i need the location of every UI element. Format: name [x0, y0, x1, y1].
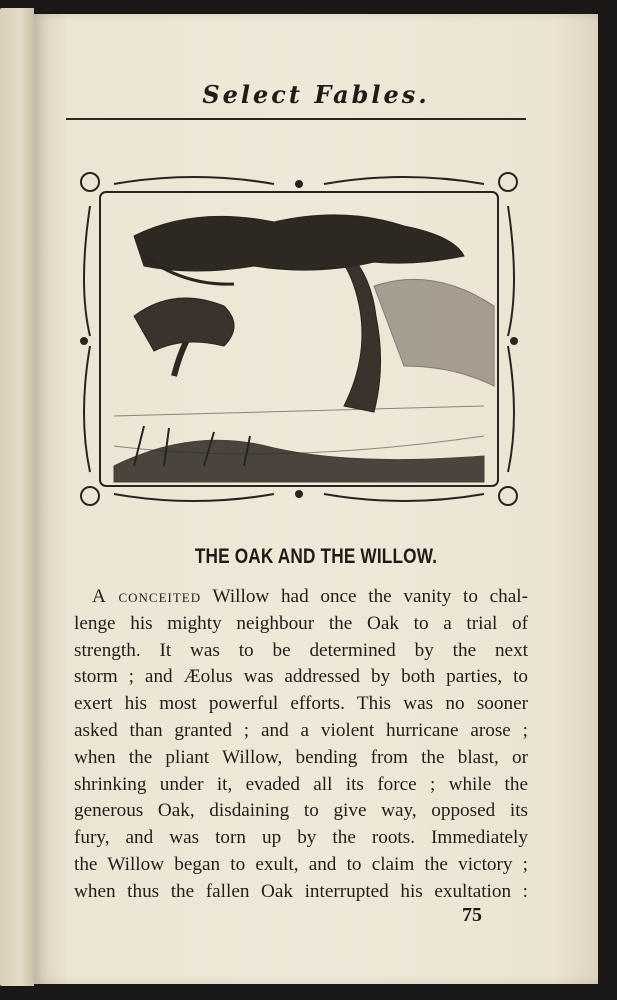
fable-body	[74, 584, 528, 906]
page-number: 75	[462, 904, 482, 926]
text-line-6: asked than granted ; and a violent hurricane arose ;	[74, 719, 528, 741]
text-line-7: when the pliant Willow, bending from the blast, or	[74, 746, 528, 768]
dropcap-words: A conceited	[92, 586, 202, 607]
text-line-2: lenge his mighty neighbour the Oak to a trial of	[74, 612, 528, 634]
corner-ornament-tr	[499, 173, 517, 191]
text-line-8: shrinking under it, evaded all its force ; while the	[74, 773, 528, 795]
corner-ornament-br	[499, 487, 517, 505]
corner-ornament-tl	[81, 173, 99, 191]
scene	[114, 215, 494, 482]
text-line-3: strength. It was to be determined by the next	[74, 639, 528, 661]
distant-hill	[374, 279, 494, 386]
oak-canopy	[134, 215, 464, 271]
text-line-4: storm ; and Æolus was addressed by both parties, to	[74, 666, 528, 688]
fable-title: THE OAK AND THE WILLOW.	[194, 545, 438, 568]
left-page-edge	[0, 8, 34, 986]
text-line-1: A conceited Willow had once the vanity to chal-	[92, 586, 528, 607]
header-rule	[66, 118, 526, 120]
text-line-12: when thus the fallen Oak interrupted his exultation :	[74, 880, 528, 902]
illustration-svg	[74, 166, 524, 512]
text-line-5: exert his most powerful efforts. This was no sooner	[74, 693, 528, 715]
book-page	[34, 14, 598, 984]
running-head: Select Fables.	[202, 80, 430, 109]
woodcut-illustration	[74, 166, 524, 512]
corner-ornament-bl	[81, 487, 99, 505]
text-line-10: fury, and was torn up by the roots. Immediately	[74, 827, 528, 849]
text-line-9: generous Oak, disdaining to give way, opposed its	[74, 800, 528, 822]
ground	[114, 440, 484, 482]
text-line-11: the Willow began to exult, and to claim the victory ;	[74, 853, 528, 875]
